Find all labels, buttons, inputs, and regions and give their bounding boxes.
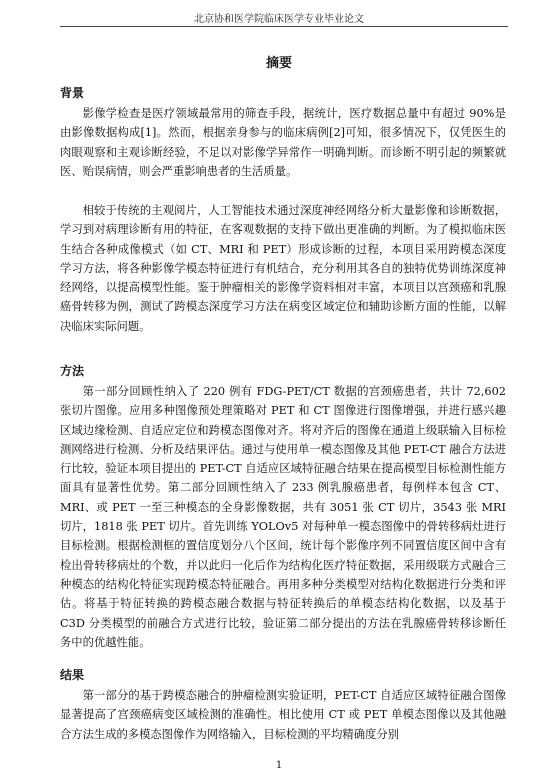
running-header: 北京协和医学院临床医学专业毕业论文	[194, 14, 364, 25]
section-heading-results: 结果	[60, 668, 85, 682]
page-number: 1	[275, 760, 283, 771]
background-paragraph-1: 影像学检查是医疗领域最常用的筛查手段，据统计，医疗数据总量中有超过 90%是由影像数据构成[1]。然而，根据亲身参与的临床病例[2]可知，很多情况下，仅凭医生的肉眼观察和主观诊断经验，不足以对影像学异常作一明确判断。而诊断不明引起的频繁就医、贻误病情，则会严重影响患者的生活质量。	[60, 107, 506, 178]
methods-paragraph-1: 第一部分回顾性纳入了 220 例有 FDG-PET/CT 数据的宫颈癌患者，共计 72,602 张切片图像。应用多种图像预处理策略对 PET 和 CT 图像进行图像增强，并进行感兴趣区域边缘检测、自适应定位和跨模态图像对齐。将对齐后的图像在通道上级联输入目标检测网络进行检测、分析及结果评估。通过与使用单一模态图像及其他 PET-CT 融合方法进行比较，验证本项目提出的 PET-CT 自适应区域特征融合结果在提高模型目标检测性能方面具有显著性优势。第二部分回顾性纳入了 233 例乳腺癌患者，每例样本包含 CT、MRI、或 PET 一至三种模态的全身影像数据，共有 3051 张 CT 切片，3543 张 MRI 切片，1818 张 PET 切片。首先训练 YOLOv5 对每种单一模态图像中的骨转移病灶进行目标检测。根据检测框的置信度划分八个区间，统计每个影像序列不同置信度区间中含有检出骨转移病灶的个数，并以此归一化后作为结构化医疗特征数据，采用级联方式融合三种模态的结构化特征实现跨模态特征融合。再用多种分类模型对结构化数据进行分类和评估。将基于特征转换的跨模态融合数据与特征转换后的单模态结构化数据，以及基于 C3D 分类模型的前融合方式进行比较，验证第二部分提出的方法在乳腺癌骨转移诊断任务中的优越性能。	[60, 385, 506, 649]
header-rule	[60, 26, 508, 27]
background-paragraph-2: 相较于传统的主观阅片，人工智能技术通过深度神经网络分析大量影像和诊断数据，学习到对病理诊断有用的特征，在客观数据的支持下做出更准确的判断。为了模拟临床医生结合各种成像模式（如 CT、MRI 和 PET）形成诊断的过程，本项目采用跨模态深度学习方法，将各种影像学模态特征进行有机结合，充分利用其各自的独特优势训练深度神经网络，以提高模型性能。鉴于肿瘤相关的影像学资料相对丰富，本项目以宫颈癌和乳腺癌骨转移为例，测试了跨模态深度学习方法在病变区域定位和辅助诊断方面的性能，以解决临床实际问题。	[60, 204, 506, 333]
section-heading-background: 背景	[60, 86, 85, 100]
abstract-title: 摘要	[265, 56, 292, 71]
section-heading-methods: 方法	[60, 364, 85, 378]
results-paragraph-1: 第一部分的基于跨模态融合的肿瘤检测实验证明，PET-CT 自适应区域特征融合图像显著提高了宫颈癌病变区域检测的准确性。相比使用 CT 或 PET 单模态图像以及其他融合方法生成的多模态图像作为网络输入，目标检测的平均精确度分别	[60, 689, 506, 741]
